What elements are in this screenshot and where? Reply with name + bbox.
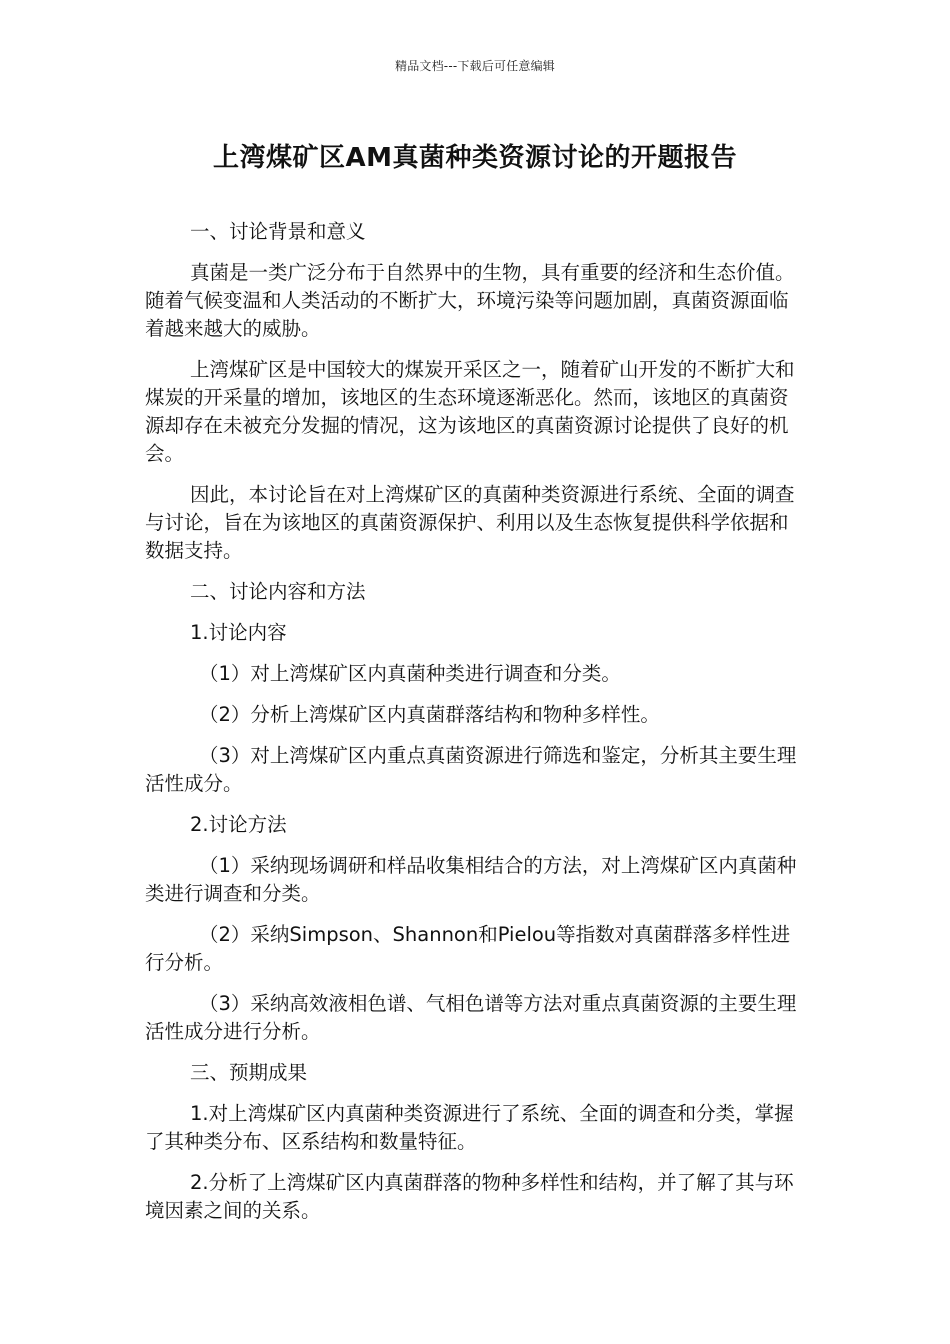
method-item-1: （1）采纳现场调研和样品收集相结合的方法，对上湾煤矿区内真菌种类进行调查和分类。 (145, 854, 797, 905)
result-item-1: 1.对上湾煤矿区内真菌种类资源进行了系统、全面的调查和分类，掌握了其种类分布、区系结构和数量特征。 (145, 1102, 794, 1153)
subheading-research-content: 1.讨论内容 (190, 621, 287, 644)
content-item-3: （3）对上湾煤矿区内重点真菌资源进行筛选和鉴定，分析其主要生理活性成分。 (145, 744, 797, 795)
paragraph-purpose: 因此，本讨论旨在对上湾煤矿区的真菌种类资源进行系统、全面的调查与讨论，旨在为该地区的真菌资源保护、利用以及生态恢复提供科学依据和数据支持。 (145, 483, 795, 562)
section-heading-expected-results: 三、预期成果 (190, 1061, 308, 1084)
document-title: 上湾煤矿区AM真菌种类资源讨论的开题报告 (213, 143, 737, 173)
method-item-3: （3）采纳高效液相色谱、气相色谱等方法对重点真菌资源的主要生理活性成分进行分析。 (145, 992, 797, 1043)
paragraph-fungi-intro: 真菌是一类广泛分布于自然界中的生物，具有重要的经济和生态价值。随着气候变温和人类活动的不断扩大，环境污染等问题加剧，真菌资源面临着越来越大的威胁。 (145, 261, 795, 340)
result-item-2: 2.分析了上湾煤矿区内真菌群落的物种多样性和结构，并了解了其与环境因素之间的关系。 (145, 1171, 794, 1222)
section-heading-background: 一、讨论背景和意义 (190, 220, 366, 243)
subheading-research-methods: 2.讨论方法 (190, 813, 287, 836)
document-body (145, 218, 807, 1238)
header-note: 精品文档---下载后可任意编辑 (395, 59, 555, 73)
paragraph-mining-area: 上湾煤矿区是中国较大的煤炭开采区之一，随着矿山开发的不断扩大和煤炭的开采量的增加，该地区的生态环境逐渐恶化。然而，该地区的真菌资源却存在未被充分发掘的情况，这为该地区的真菌资源讨论提供了良好的机会。 (145, 358, 795, 465)
section-heading-content-methods: 二、讨论内容和方法 (190, 580, 366, 603)
content-item-2: （2）分析上湾煤矿区内真菌群落结构和物种多样性。 (199, 703, 660, 726)
method-item-2: （2）采纳Simpson、Shannon和Pielou等指数对真菌群落多样性进行分析。 (145, 923, 791, 974)
content-item-1: （1）对上湾煤矿区内真菌种类进行调查和分类。 (199, 662, 621, 685)
